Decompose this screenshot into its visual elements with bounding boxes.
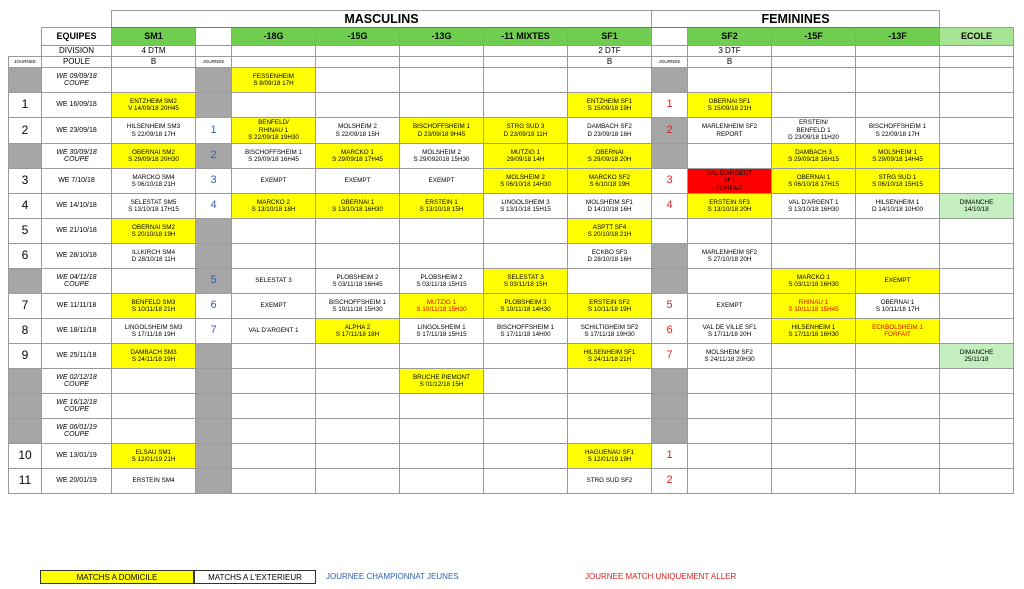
u18g-match: SELESTAT 3: [232, 269, 316, 294]
weekend-date: WE 16/12/18 COUPE: [42, 394, 112, 419]
u18g-match: [232, 244, 316, 269]
u15f-match: HILSENHEIM 1 S 17/11/18 16H30: [772, 319, 856, 344]
u13g-match: LINGOLSHEIM 1 S 17/11/18 15H15: [400, 319, 484, 344]
schedule-row: [9, 219, 1014, 244]
u15f-match: [772, 93, 856, 118]
sm1-match: OBERNAI SM2 S 20/10/18 19H: [112, 219, 196, 244]
sf2-match: EXEMPT: [688, 294, 772, 319]
women-round: 2: [652, 469, 688, 494]
u11-mixtes-match: SELESTAT 3 S 03/11/18 15H: [484, 269, 568, 294]
team-header-13f: -13F: [856, 28, 940, 46]
u15g-match: [316, 93, 400, 118]
u11-mixtes-match: [484, 394, 568, 419]
u11-mixtes-match: STRG SUD 3 D 23/09/18 11H: [484, 118, 568, 144]
division-label: DIVISION: [42, 46, 112, 57]
sm1-match: [112, 394, 196, 419]
sm1-match: BENFELD SM3 S 10/11/18 21H: [112, 294, 196, 319]
youth-round: 5: [196, 269, 232, 294]
youth-round: 6: [196, 294, 232, 319]
u13g-match: [400, 93, 484, 118]
journee-label: JOURNEE: [9, 57, 42, 68]
sf1-match: ASPTT SF4 S 20/10/18 21H: [568, 219, 652, 244]
women-round: [652, 68, 688, 93]
u13f-match: [856, 68, 940, 93]
sm1-match: MARCKO SM4 S 06/10/18 21H: [112, 169, 196, 194]
sf1-match: DAMBACH SF2 D 23/09/18 16H: [568, 118, 652, 144]
youth-round: [196, 469, 232, 494]
sf2-match: VAL DE VILLE SF1 S 17/11/18 20H: [688, 319, 772, 344]
sm1-match: HILSENHEIM SM3 S 22/09/18 17H: [112, 118, 196, 144]
u18g-match: [232, 219, 316, 244]
schedule-row: [9, 419, 1014, 444]
schedule-row: [9, 144, 1014, 169]
u15g-match: [316, 444, 400, 469]
u13f-match: [856, 394, 940, 419]
ecole-event: [940, 93, 1014, 118]
ecole-event: [940, 169, 1014, 194]
sf1-match: SCHILTIGHEIM SF2 S 17/11/18 19H30: [568, 319, 652, 344]
u18g-match: MARCKO 2 S 13/10/18 18H: [232, 194, 316, 219]
u13f-match: [856, 444, 940, 469]
weekend-date: WE 14/10/18: [42, 194, 112, 219]
team-header-15f: -15F: [772, 28, 856, 46]
ecole-event: [940, 444, 1014, 469]
sm1-match: SELESTAT SM5 S 13/10/18 17H15: [112, 194, 196, 219]
round-number: [9, 394, 42, 419]
match-schedule-table: [8, 10, 1014, 494]
u15f-match: [772, 68, 856, 93]
women-round: [652, 269, 688, 294]
sm1-match: ELSAU SM1 S 12/01/19 21H: [112, 444, 196, 469]
u15g-match: OBERNAI 1 S 13/10/18 16H30: [316, 194, 400, 219]
legend-away: MATCHS A L'EXTERIEUR: [194, 570, 316, 584]
u13g-match: PLOBSHEIM 2 S 03/11/18 15H15: [400, 269, 484, 294]
youth-round: 2: [196, 144, 232, 169]
youth-round: 7: [196, 319, 232, 344]
u18g-match: BENFELD/ RHINAU 1 S 22/09/18 19H30: [232, 118, 316, 144]
weekend-date: WE 21/10/18: [42, 219, 112, 244]
u18g-match: FESSENHEIM S 8/09/18 17H: [232, 68, 316, 93]
u15g-match: [316, 419, 400, 444]
u18g-match: [232, 444, 316, 469]
poule-label: POULE: [42, 57, 112, 68]
ecole-event: [940, 68, 1014, 93]
women-journee-label: JOURNEE: [652, 57, 688, 68]
u11-mixtes-match: [484, 444, 568, 469]
u15g-match: MOLSHEIM 2 S 22/09/18 15H: [316, 118, 400, 144]
weekend-date: WE 25/11/18: [42, 344, 112, 369]
schedule-row: [9, 444, 1014, 469]
sf2-match: OBERNAI SF1 S 15/09/18 21H: [688, 93, 772, 118]
schedule-row: [9, 244, 1014, 269]
u15g-match: ALPHA 2 S 17/11/18 18H: [316, 319, 400, 344]
schedule-row: [9, 93, 1014, 118]
team-header-sf1: SF1: [568, 28, 652, 46]
sf2-poule: B: [688, 57, 772, 68]
u11-mixtes-match: BISCHOFFSHEIM 1 S 17/11/18 14H00: [484, 319, 568, 344]
ecole-event: DIMANCHE 25/11/18: [940, 344, 1014, 369]
masculins-header: MASCULINS: [112, 11, 652, 28]
sf1-match: MOLSHEIM SF1 D 14/10/18 16H: [568, 194, 652, 219]
u13f-match: HILSENHEIM 1 D 14/10/18 10H00: [856, 194, 940, 219]
u13f-match: [856, 344, 940, 369]
sf1-match: MARCKO SF2 S 6/10/18 19H: [568, 169, 652, 194]
schedule-row: [9, 469, 1014, 494]
weekend-date: WE 02/12/18 COUPE: [42, 369, 112, 394]
sm1-match: [112, 269, 196, 294]
women-round: 1: [652, 93, 688, 118]
weekend-date: WE 16/09/18: [42, 93, 112, 118]
women-round: [652, 419, 688, 444]
u15f-match: [772, 419, 856, 444]
round-number: 4: [9, 194, 42, 219]
youth-round: [196, 369, 232, 394]
round-number: 1: [9, 93, 42, 118]
sf1-match: OBERNAI S 29/09/18 20H: [568, 144, 652, 169]
team-header-sm1: SM1: [112, 28, 196, 46]
sf2-match: MARLENHEIM SF2 REPORT: [688, 118, 772, 144]
weekend-date: WE 09/09/18 COUPE: [42, 68, 112, 93]
sf1-poule: B: [568, 57, 652, 68]
youth-round: [196, 93, 232, 118]
u13g-match: MOLSHEIM 2 S 29/092018 15H30: [400, 144, 484, 169]
u15g-match: PLOBSHEIM 2 S 03/11/18 16H45: [316, 269, 400, 294]
sf1-match: ECKBO SF3 D 28/10/18 16H: [568, 244, 652, 269]
u13f-match: [856, 93, 940, 118]
team-header-11-mixtes: -11 MIXTES: [484, 28, 568, 46]
u13g-match: [400, 244, 484, 269]
round-number: 3: [9, 169, 42, 194]
sf2-match: [688, 269, 772, 294]
ecole-event: [940, 118, 1014, 144]
schedule-row: [9, 369, 1014, 394]
u11-mixtes-match: [484, 369, 568, 394]
u13f-match: [856, 219, 940, 244]
u11-mixtes-match: MUTZIG 1 29/09/18 14H: [484, 144, 568, 169]
legend-home: MATCHS A DOMICILE: [40, 570, 194, 584]
u15g-match: MARCKO 1 S 29/09/18 17H45: [316, 144, 400, 169]
u15g-match: [316, 369, 400, 394]
weekend-date: WE 20/01/19: [42, 469, 112, 494]
women-round: 3: [652, 169, 688, 194]
schedule-row: [9, 68, 1014, 93]
sf2-division: 3 DTF: [688, 46, 772, 57]
sf1-match: [568, 394, 652, 419]
u13g-match: [400, 469, 484, 494]
youth-round: 1: [196, 118, 232, 144]
u13g-match: [400, 68, 484, 93]
u13g-match: [400, 444, 484, 469]
u13g-match: [400, 344, 484, 369]
u11-mixtes-match: PLOBSHEIM 3 S 10/11/18 14H30: [484, 294, 568, 319]
ecole-event: [940, 294, 1014, 319]
u11-mixtes-match: [484, 68, 568, 93]
u15g-match: EXEMPT: [316, 169, 400, 194]
u11-mixtes-match: LINGOLSHEIM 3 S 13/10/18 15H15: [484, 194, 568, 219]
u15f-match: [772, 244, 856, 269]
u13f-match: [856, 244, 940, 269]
women-round: 6: [652, 319, 688, 344]
u15f-match: [772, 344, 856, 369]
ecole-event: DIMANCHE 14/10/18: [940, 194, 1014, 219]
women-round: [652, 219, 688, 244]
u13f-match: STRG SUD 1 S 06/10/18 15H15: [856, 169, 940, 194]
sf2-match: MOLSHEIM SF2 S 24/11/18 20H30: [688, 344, 772, 369]
u13g-match: MUTZIG 1 S 10/11/18 15H30: [400, 294, 484, 319]
u11-mixtes-match: [484, 469, 568, 494]
round-number: 11: [9, 469, 42, 494]
u13f-match: EXEMPT: [856, 269, 940, 294]
u15g-match: [316, 219, 400, 244]
schedule-row: [9, 269, 1014, 294]
women-round: [652, 369, 688, 394]
sm1-poule: B: [112, 57, 196, 68]
team-header-18g: -18G: [232, 28, 316, 46]
youth-round: [196, 244, 232, 269]
u11-mixtes-match: [484, 419, 568, 444]
youth-round: [196, 219, 232, 244]
legend-youth: JOURNEE CHAMPIONNAT JEUNES: [326, 572, 459, 581]
women-round: [652, 144, 688, 169]
u18g-match: BISCHOFFSHEIM 1 S 29/09/18 16H45: [232, 144, 316, 169]
women-round: 2: [652, 118, 688, 144]
round-number: 9: [9, 344, 42, 369]
sm1-match: DAMBACH SM3 S 24/11/18 19H: [112, 344, 196, 369]
u13g-match: [400, 419, 484, 444]
weekend-date: WE 18/11/18: [42, 319, 112, 344]
ecole-event: [940, 244, 1014, 269]
women-round: 1: [652, 444, 688, 469]
round-number: 6: [9, 244, 42, 269]
schedule-row: [9, 194, 1014, 219]
youth-round: [196, 394, 232, 419]
u13f-match: ECKBOLSHEIM 1 FORFAIT: [856, 319, 940, 344]
round-number: [9, 68, 42, 93]
sf2-match: [688, 419, 772, 444]
youth-round: [196, 419, 232, 444]
u11-mixtes-match: [484, 219, 568, 244]
sf1-match: ERSTEIN SF2 S 10/11/18 19H: [568, 294, 652, 319]
u18g-match: EXEMPT: [232, 169, 316, 194]
u13f-match: BISCHOFFSHEIM 1 S 22/09/18 17H: [856, 118, 940, 144]
ecole-event: [940, 144, 1014, 169]
team-header-15g: -15G: [316, 28, 400, 46]
u15f-match: DAMBACH 3 S 29/09/18 16H15: [772, 144, 856, 169]
ecole-event: [940, 369, 1014, 394]
u18g-match: VAL D'ARGENT 1: [232, 319, 316, 344]
equipes-label: EQUIPES: [42, 28, 112, 46]
u13f-match: [856, 419, 940, 444]
u13f-match: OBERNAI 1 S 10/11/18 17H: [856, 294, 940, 319]
u15f-match: [772, 219, 856, 244]
sf1-match: ENTZHEIM SF1 S 15/09/18 19H: [568, 93, 652, 118]
round-number: 7: [9, 294, 42, 319]
sf1-match: [568, 419, 652, 444]
u18g-match: [232, 344, 316, 369]
sf1-match: HILSENHEIM SF1 S 24/11/18 21H: [568, 344, 652, 369]
sf2-match: ERSTEIN SF3 S 13/10/18 20H: [688, 194, 772, 219]
youth-round: [196, 68, 232, 93]
weekend-date: WE 28/10/18: [42, 244, 112, 269]
ecole-event: [940, 219, 1014, 244]
ecole-event: [940, 419, 1014, 444]
sm1-match: [112, 68, 196, 93]
weekend-date: WE 04/11/18 COUPE: [42, 269, 112, 294]
u13f-match: MOLSHEIM 1 S 29/09/18 14H45: [856, 144, 940, 169]
u15f-match: [772, 394, 856, 419]
u15f-match: [772, 469, 856, 494]
schedule-row: [9, 394, 1014, 419]
u15g-match: [316, 469, 400, 494]
sf2-match: [688, 469, 772, 494]
u18g-match: [232, 394, 316, 419]
u13g-match: [400, 219, 484, 244]
u15f-match: [772, 369, 856, 394]
weekend-date: WE 11/11/18: [42, 294, 112, 319]
round-number: [9, 144, 42, 169]
u15g-match: [316, 394, 400, 419]
ecole-event: [940, 394, 1014, 419]
u13g-match: BISCHOFFSHEIM 1 D 23/09/18 9H45: [400, 118, 484, 144]
round-number: 8: [9, 319, 42, 344]
sm1-match: OBERNAI SM2 S 29/09/18 20H30: [112, 144, 196, 169]
u15f-match: OBERNAI 1 S 06/10/18 17H15: [772, 169, 856, 194]
u11-mixtes-match: [484, 93, 568, 118]
u15g-match: [316, 244, 400, 269]
round-number: [9, 419, 42, 444]
team-header-ecole: ECOLE: [940, 28, 1014, 46]
weekend-date: WE 23/09/18: [42, 118, 112, 144]
sf1-match: [568, 68, 652, 93]
women-round: 7: [652, 344, 688, 369]
u15g-match: [316, 68, 400, 93]
sm1-match: LINGOLSHEIM SM3 S 17/11/18 19H: [112, 319, 196, 344]
u15f-match: ERSTEIN/ BENFELD 1 D 23/09/18 11H20: [772, 118, 856, 144]
youth-round: 3: [196, 169, 232, 194]
sm1-division: 4 DTM: [112, 46, 196, 57]
u15f-match: RHINAU 1 S 10/11/18 15H45: [772, 294, 856, 319]
u11-mixtes-match: [484, 344, 568, 369]
weekend-date: WE 7/10/18: [42, 169, 112, 194]
youth-round: [196, 444, 232, 469]
round-number: 2: [9, 118, 42, 144]
feminines-header: FEMININES: [652, 11, 940, 28]
u18g-match: EXEMPT: [232, 294, 316, 319]
weekend-date: WE 30/09/18 COUPE: [42, 144, 112, 169]
sf2-match: [688, 444, 772, 469]
u13f-match: [856, 469, 940, 494]
round-number: [9, 269, 42, 294]
u18g-match: [232, 469, 316, 494]
schedule-row: [9, 319, 1014, 344]
u13g-match: BRUCHE PIEMONT S 01/12/18 15H: [400, 369, 484, 394]
team-header-sf2: SF2: [688, 28, 772, 46]
u13g-match: ERSTEIN 1 S 13/10/18 15H: [400, 194, 484, 219]
sf2-match: [688, 219, 772, 244]
sf1-match: HAGUENAU SF1 S 12/01/19 19H: [568, 444, 652, 469]
weekend-date: WE 13/01/19: [42, 444, 112, 469]
u11-mixtes-match: [484, 244, 568, 269]
u18g-match: [232, 369, 316, 394]
youth-round: [196, 344, 232, 369]
women-round: 4: [652, 194, 688, 219]
ecole-event: [940, 469, 1014, 494]
youth-journee-label: JOURNEE: [196, 57, 232, 68]
u15g-match: BISCHOFFSHEIM 1 S 10/11/18 15H30: [316, 294, 400, 319]
u13g-match: [400, 394, 484, 419]
round-number: 5: [9, 219, 42, 244]
round-number: [9, 369, 42, 394]
sf1-division: 2 DTF: [568, 46, 652, 57]
sm1-match: ILLKIRCH SM4 D 28/10/18 11H: [112, 244, 196, 269]
schedule-row: [9, 169, 1014, 194]
u13g-match: EXEMPT: [400, 169, 484, 194]
sf2-match: VAL D'ARGENT SF1 FORFAIT: [688, 169, 772, 194]
sf2-match: [688, 144, 772, 169]
u15g-match: [316, 344, 400, 369]
sm1-match: ENTZHEIM SM2 V 14/09/18 20H45: [112, 93, 196, 118]
legend-single: JOURNEE MATCH UNIQUEMENT ALLER: [585, 572, 737, 581]
women-round: [652, 244, 688, 269]
team-header-13g: -13G: [400, 28, 484, 46]
sf1-match: [568, 269, 652, 294]
youth-round: 4: [196, 194, 232, 219]
sf1-match: [568, 369, 652, 394]
sf2-match: [688, 68, 772, 93]
weekend-date: WE 06/01/19 COUPE: [42, 419, 112, 444]
schedule-row: [9, 344, 1014, 369]
u11-mixtes-match: MOLSHEIM 2 S 06/10/18 14H30: [484, 169, 568, 194]
ecole-event: [940, 269, 1014, 294]
schedule-row: [9, 118, 1014, 144]
u15f-match: MARCKO 1 S 03/11/18 16H30: [772, 269, 856, 294]
schedule-row: [9, 294, 1014, 319]
u15f-match: [772, 444, 856, 469]
u18g-match: [232, 419, 316, 444]
sm1-match: ERSTEIN SM4: [112, 469, 196, 494]
u18g-match: [232, 93, 316, 118]
sf2-match: MARLENHEIM SF2 S 27/10/18 20H: [688, 244, 772, 269]
women-round: [652, 394, 688, 419]
u13f-match: [856, 369, 940, 394]
sf1-match: STRG SUD SF2: [568, 469, 652, 494]
sf2-match: [688, 394, 772, 419]
sm1-match: [112, 369, 196, 394]
round-number: 10: [9, 444, 42, 469]
ecole-event: [940, 319, 1014, 344]
sf2-match: [688, 369, 772, 394]
women-round: 5: [652, 294, 688, 319]
sm1-match: [112, 419, 196, 444]
u15f-match: VAL D'ARGENT 1 S 13/10/18 16H30: [772, 194, 856, 219]
